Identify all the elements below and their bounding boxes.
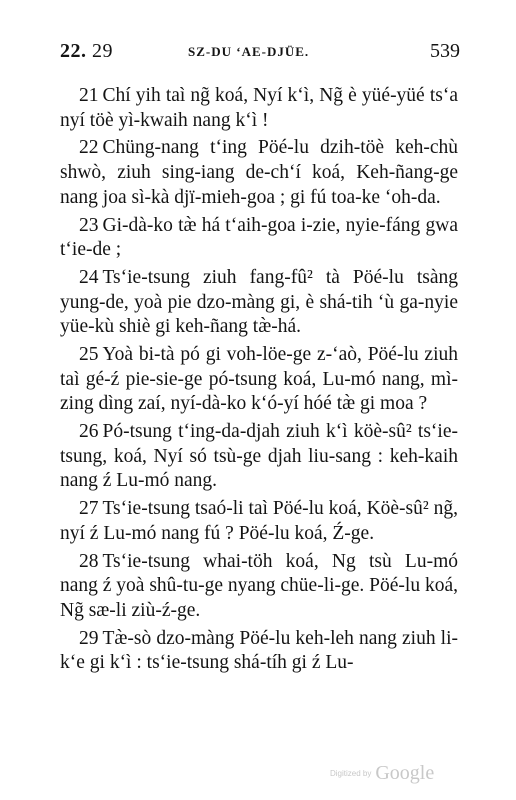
watermark-prefix: Digitized by bbox=[330, 769, 372, 778]
running-title: SZ-DU ‘AE-DJÜE. bbox=[188, 44, 310, 59]
verse-paragraph bbox=[60, 497, 458, 546]
verse-number: 24 bbox=[79, 267, 99, 289]
verse-text: Chüng-nang t‘ing Pöé-lu dzih-töè keh-chù shwò, ziuh sing-iang de-ch‘í koá, Keh-ñang-ge nang joa sì-kà djï-mieh-goa ; gi fú toa-ke ‘oh-da. bbox=[60, 137, 458, 208]
verse-text: Pó-tsung t‘ing-da-djah ziuh k‘ì köè-sû² ts‘ie-tsung, koá, Nyí só tsù-ge djah liu-sang : keh-kaih nang ź Lu-mó nang. bbox=[60, 421, 458, 492]
verse-text: Ts‘ie-tsung ziuh fang-fû² tà Pöé-lu tsàng yung-de, yoà pie dzo-màng gi, è shá-tih ‘ù ga-nyie yüe-kù shiè gi keh-ñang tæ̀-há. bbox=[60, 267, 458, 338]
verse-number: 27 bbox=[79, 498, 99, 520]
verse-number: 23 bbox=[79, 214, 99, 236]
verse-text: Gi-dà-ko tæ̀ há t‘aih-goa i-zie, nyie-fáng gwa t‘ie-de ; bbox=[60, 214, 458, 261]
verse-paragraph bbox=[60, 266, 458, 340]
verse-reference: 29 bbox=[92, 40, 113, 62]
chapter-verse-ref bbox=[60, 40, 113, 63]
page-number: 539 bbox=[430, 40, 460, 62]
verse-paragraph bbox=[60, 136, 458, 210]
verse-number: 21 bbox=[79, 85, 99, 106]
chapter-number: 22. bbox=[60, 40, 87, 62]
running-header bbox=[60, 40, 460, 70]
verse-text: Ts‘ie-tsung tsaó-li taì Pöé-lu koá, Köè-sû² ng̃, nyí ź Lu-mó nang fú ? Pöé-lu koá, Ź-ge. bbox=[60, 498, 458, 544]
verse-text: Tæ̀-sò dzo-màng Pöé-lu keh-leh nang ziuh li-k‘e gi k‘ì : ts‘ie-tsung shá-tíh gi ź Lu- bbox=[60, 627, 458, 674]
verse-paragraph bbox=[60, 214, 458, 263]
verse-number: 25 bbox=[79, 344, 99, 366]
digitized-by-google-watermark bbox=[330, 762, 434, 785]
verse-number: 26 bbox=[79, 421, 99, 443]
verse-paragraph bbox=[60, 420, 458, 494]
verse-paragraph bbox=[60, 343, 458, 417]
body-text bbox=[60, 84, 458, 676]
google-logo: Google bbox=[375, 762, 435, 784]
verse-text: Ts‘ie-tsung whai-töh koá, Ng tsù Lu-mó nang ź yoà shû-tu-ge nyang chüe-li-ge. Pöé-lu koá, Ng̃ sæ-li ziù-ź-ge. bbox=[60, 550, 458, 621]
verse-number: 29 bbox=[79, 627, 99, 649]
verse-paragraph bbox=[60, 627, 458, 676]
verse-paragraph bbox=[60, 550, 458, 624]
verse-text: Chí yih taì ng̃ koá, Nyí k‘ì, Ng̃ è yüé-yüé ts‘a nyí töè yì-kwaih nang k‘ì ! bbox=[60, 85, 458, 131]
verse-number: 28 bbox=[79, 550, 99, 572]
verse-number: 22 bbox=[79, 137, 99, 159]
verse-text: Yoà bi-tà pó gi voh-löe-ge z-‘aò, Pöé-lu ziuh taì gé-ź pie-sie-ge pó-tsung koá, Lu-mó nang, mì-zing dìng zaí, nyí-dà-ko k‘ó-yí hóé tæ̀ gi moa ? bbox=[60, 344, 458, 415]
verse-paragraph bbox=[60, 84, 458, 133]
